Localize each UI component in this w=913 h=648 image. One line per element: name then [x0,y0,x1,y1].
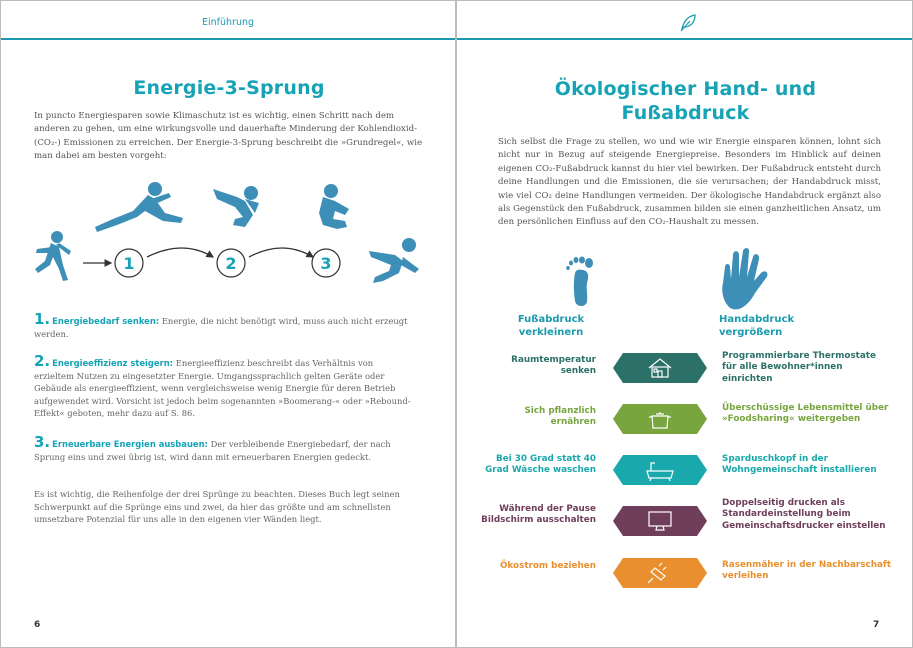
step-number-2: 2 [225,254,237,273]
chapter-header: Einführung [201,17,255,28]
action-badge [613,353,707,383]
footprint-action: Bei 30 Grad statt 40 Grad Wäsche waschen [485,454,596,476]
handprint-action: Programmierbare Thermostate für alle Bewohner*innen einrichten [722,351,876,384]
action-badge [613,506,707,536]
handprint-heading-line-2: vergrößern [719,327,783,338]
step-number-3: 3 [320,254,332,273]
handprint-heading-line-1: Handabdruck [719,314,795,325]
landing-figure-icon [369,238,419,283]
step-num: 3. [34,433,51,451]
arrow-icon [249,248,313,257]
action-badge [613,558,707,588]
handprint-action: Doppelseitig drucken als Standardeinstellung beim Gemeinschaftsdrucker einstellen [722,498,886,531]
title-line-2: Fußabdruck [621,102,750,124]
step-text: Energieeffizienz beschreibt das Verhältnis von erzieltem Nutzen zu eingesetzter Energie. Umgangssprachlich gelten Geräte oder Gebäude als energieeffizient, wenn vergleichsweise wenig Energie für deren Betrieb aufgewendet wird. Vorsicht ist jedoch beim sogenannten »Boomerang-« oder »Rebound-Effekt« geboten, mehr dazu auf S. 86. [34,358,411,419]
page-number: 6 [34,620,41,630]
right-page [456,0,913,648]
action-badge [613,404,707,434]
footprint-action: Ökostrom beziehen [499,561,596,571]
step-number-1: 1 [123,254,135,273]
footprint-icon [565,251,599,309]
step-label: Erneuerbare Energien ausbauen: [52,439,208,449]
action-badge [613,455,707,485]
handprint-action: Rasenmäher in der Nachbarschaft verleihen [722,560,891,582]
footprint-heading [501,313,601,339]
title-line-1: Ökologischer Hand- und [554,78,817,100]
footprint-action: Während der Pause Bildschirm ausschalten [481,504,596,526]
runner-figure-icon [35,231,71,281]
crouching-figure-icon [213,186,259,227]
arrow-icon [147,248,213,257]
step-num: 2. [34,352,51,370]
page-number: 7 [873,620,880,630]
handprint-heading [719,313,839,339]
footprint-heading-line-2: verkleinern [518,327,584,338]
step-text: Energie, die nicht benötigt wird, muss auch nicht erzeugt werden. [34,316,408,339]
jumping-figures-illustration [23,177,423,295]
page-title [457,77,913,125]
left-page [0,0,456,648]
header-rule [457,38,912,40]
step-num: 1. [34,310,51,328]
step-item-1 [34,310,414,340]
page-title: Energie-3-Sprung [133,77,325,99]
footprint-heading-line-1: Fußabdruck [517,314,585,325]
closing-paragraph: Es ist wichtig, die Reihenfolge der drei Sprünge zu beachten. Dieses Buch legt seinen Schwerpunkt auf die Sprünge eins und zwei, da hier das größte und am schnellsten umsetzbare Potenzial für uns alle in den eigenen vier Wänden liegt. [34,489,400,525]
header-rule [1,38,455,40]
footprint-action: Raumtemperatur senken [511,355,596,377]
intro-paragraph: Sich selbst die Frage zu stellen, wo und wie wir Energie einsparen können, lohnt sich nicht nur in Bezug auf steigende Energiepreise. Besonders im Hinblick auf deinen eigenen CO₂-Fußabdruck kannst du hier viel bewirken. Der Fußabdruck entsteht durch deine Handlungen und die Emissionen, die sie verursachen; der Handabdruck misst, wie viel CO₂ deine Handlungen vermeiden. Der ökologische Handabdruck ergänzt also als Gegenstück den Fußabdruck, zusammen bilden sie einen ganzheitlichen Ansatz, um den persönlichen Einfluss auf den CO₂-Haushalt zu messen. [498,137,881,228]
leaping-figure-icon [95,182,183,232]
handprint-action: Sparduschkopf in der Wohngemeinschaft installieren [722,454,877,476]
leaf-icon [678,12,698,32]
tucked-figure-icon [319,184,349,229]
intro-paragraph: In puncto Energiesparen sowie Klimaschutz ist es wichtig, einen Schritt nach dem anderen zu gehen, um eine wirkungsvolle und dauerhafte Minderung der Kohlendioxid-(CO₂-) Emissionen zu erreichen. Der Energie-3-Sprung beschreibt die »Grundregel«, wie man dabei am besten vorgeht: [34,111,423,162]
step-item-3 [34,433,414,463]
step-text: Der verbleibende Energiebedarf, der nach Sprung eins und zwei übrig ist, wird dann mit erneuerbaren Energien gedeckt. [34,439,391,462]
step-item-2 [34,352,414,420]
step-label: Energieeffizienz steigern: [52,358,174,368]
footprint-action: Sich pflanzlich ernähren [524,406,596,428]
handprint-action: Überschüssige Lebensmittel über »Foodsharing« weitergeben [722,403,889,425]
handprint-icon [713,247,771,311]
step-label: Energiebedarf senken: [52,316,160,326]
